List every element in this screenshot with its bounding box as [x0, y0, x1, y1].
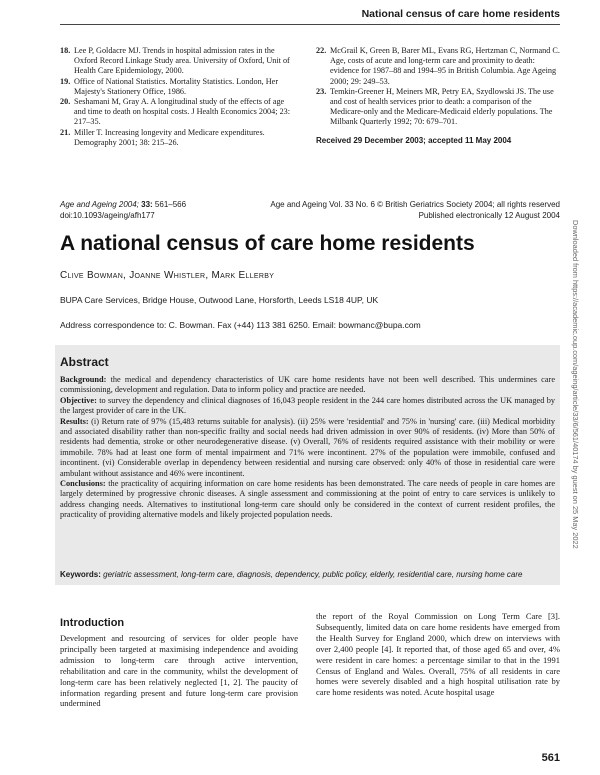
running-head: National census of care home residents — [361, 8, 560, 20]
citation-left — [60, 200, 186, 221]
abstract-conclusions-label: Conclusions: — [60, 479, 106, 489]
introduction-right-text: the report of the Royal Commission on Long Term Care [3]. Subsequently, limited data on care home residents have emerged from the Health Survey for England 2000, which drew on interviews with over 2,400 people [4]. It reported that, of those aged 65 and over, 4% were resident in care homes: a percentage similar to that in the 1991 Census of England and Wales. Overall, 75% of all residents in care homes were severely disabled and a high hospital utilisation rate by care home residents was noted. Acute hospital usage — [316, 611, 560, 698]
abstract-conclusions-text: the practicality of acquiring information on care home residents has been demonstrated. The care needs of people in care homes are largely determined by progressive chronic diseases. A single assessment and commissioning at the point of entry to care services is unlikely to address changing needs. Alternatives to institutional long-term care should only be considered in the context of current resident profiles, the practicality of providing alternative models and likely projected population needs. — [60, 479, 555, 520]
reference-number: 18. — [60, 46, 71, 55]
references-right-column — [316, 46, 560, 146]
reference-number: 19. — [60, 76, 71, 86]
author-list: Clive Bowman, Joanne Whistler, Mark Ellerby — [60, 270, 275, 281]
reference-number: 22. — [316, 46, 327, 55]
page-number: 561 — [541, 752, 560, 764]
reference-text: Seshamani M, Gray A. A longitudinal study of the effects of age and time to death on hospital costs. J Health Economics 2004; 23: 217–35. — [74, 97, 291, 127]
affiliation: BUPA Care Services, Bridge House, Outwood Lane, Horsforth, Leeds LS18 4UP, UK — [60, 295, 379, 305]
references-left-column — [60, 46, 292, 148]
citation-doi[interactable]: doi:10.1093/ageing/afh177 — [60, 210, 155, 220]
reference-text: Miller T. Increasing longevity and Medicare expenditures. Demography 2001; 38: 215–26. — [74, 127, 265, 147]
citation-journal-abbrev: Age and Ageing 2004; — [60, 200, 139, 209]
article-title: A national census of care home residents — [60, 232, 475, 255]
abstract-results-label: Results: — [60, 416, 89, 426]
abstract-background-label: Background: — [60, 375, 107, 384]
published-date: Published electronically 12 August 2004 — [418, 210, 560, 220]
keywords-list: geriatric assessment, long-term care, diagnosis, dependency, public policy, elderly, residential care, nursing home care — [103, 570, 523, 579]
reference-item — [60, 77, 292, 97]
reference-text: McGrail K, Green B, Barer ML, Evans RG, Hertzman C, Normand C. Age, costs of acute and long-term care and proximity to death: evidence for 1987–88 and 1994–95 in British Columbia. Age Ageing 2000; 29: 249–53. — [330, 46, 560, 86]
introduction-left-text: Development and resourcing of services for older people have principally been targeted at maximising independence and avoiding admission to long-term care through active intervention, rehabilitation and care in the community, whilst the development of long-term care has been relatively neglected [1, 2]. The paucity of information regarding present and future long-term care provision undermined — [60, 633, 298, 709]
journal-volume-line: Age and Ageing Vol. 33 No. 6 © British Geriatrics Society 2004; all rights reserved — [270, 200, 560, 209]
reference-text: Temkin-Greener H, Meiners MR, Petry EA, Szydlowski JS. The use and cost of health services prior to death: a comparison of the Medicare-only and the Medicare-Medicaid elderly populations. The Milbank Quarterly 1992; 70: 679–701. — [330, 86, 554, 127]
abstract-background-text: the medical and dependency characteristics of UK care home residents have not been well described. This undermines care commissioning, development and regulation. Data to inform policy and practice are needed. — [60, 375, 555, 395]
abstract-objective — [60, 396, 555, 417]
citation-pages: 561–566 — [154, 200, 187, 209]
keywords — [60, 570, 555, 580]
abstract-results-text: (i) Return rate of 97% (15,483 returns suitable for analysis). (ii) 25% were 'residential' and 75% in 'nursing' care. (iii) Medical morbidity and associated disability rather than non-specific frailty and social needs had driven admission in over 90% of residents. (iv) More than 50% of residents had dementia, stroke or other neurodegenerative disease. (v) Overall, 76% of residents required assistance with their mobility or were immobile. 78% had at least one form of mental impairment and 71% were incontinent. 27% of the population were immobile, confused and incontinent. (vi) Considerable overlap in dependency between residential and nursing care observed: only 40% of those in residential care were ambulant without assistance and 46% were incontinent. — [60, 416, 555, 478]
reference-item — [60, 97, 292, 128]
abstract-heading: Abstract — [60, 355, 109, 369]
introduction-heading: Introduction — [60, 617, 125, 629]
abstract-objective-label: Objective: — [60, 395, 97, 405]
reference-item — [60, 128, 292, 148]
download-watermark: Downloaded from https://academic.oup.com/ageing/article/33/6/561/40174 by guest on 25 May 2022 — [571, 220, 580, 549]
keywords-label: Keywords: — [60, 570, 101, 579]
reference-number: 23. — [316, 86, 327, 96]
reference-number: 21. — [60, 127, 71, 137]
abstract-background — [60, 375, 555, 396]
reference-text: Lee P, Goldacre MJ. Trends in hospital admission rates in the Oxford Record Linkage Study area. University of Oxford, Unit of Health Care Epidemiology, 2000. — [74, 46, 290, 76]
abstract-body — [60, 375, 555, 521]
reference-text: Office of National Statistics. Mortality Statistics. London, Her Majesty's Stationery Office, 1986. — [74, 76, 279, 96]
reference-number: 20. — [60, 97, 71, 107]
reference-item — [316, 87, 560, 128]
citation-right — [270, 200, 560, 221]
reference-item — [60, 46, 292, 77]
citation-journal-line — [60, 200, 186, 211]
reference-item — [316, 46, 560, 87]
header-rule — [60, 24, 560, 25]
abstract-objective-text: to survey the dependency and clinical diagnoses of 16,043 people resident in the 244 care homes distributed across the UK managed by the largest provider of care in the UK. — [60, 395, 555, 416]
received-accepted-dates: Received 29 December 2003; accepted 11 May 2004 — [316, 135, 512, 145]
abstract-results — [60, 417, 555, 479]
abstract-conclusions — [60, 479, 555, 521]
correspondence-address: Address correspondence to: C. Bowman. Fax (+44) 113 381 6250. Email: bowmanc@bupa.com — [60, 320, 421, 330]
citation-volume: 33: — [141, 200, 153, 209]
